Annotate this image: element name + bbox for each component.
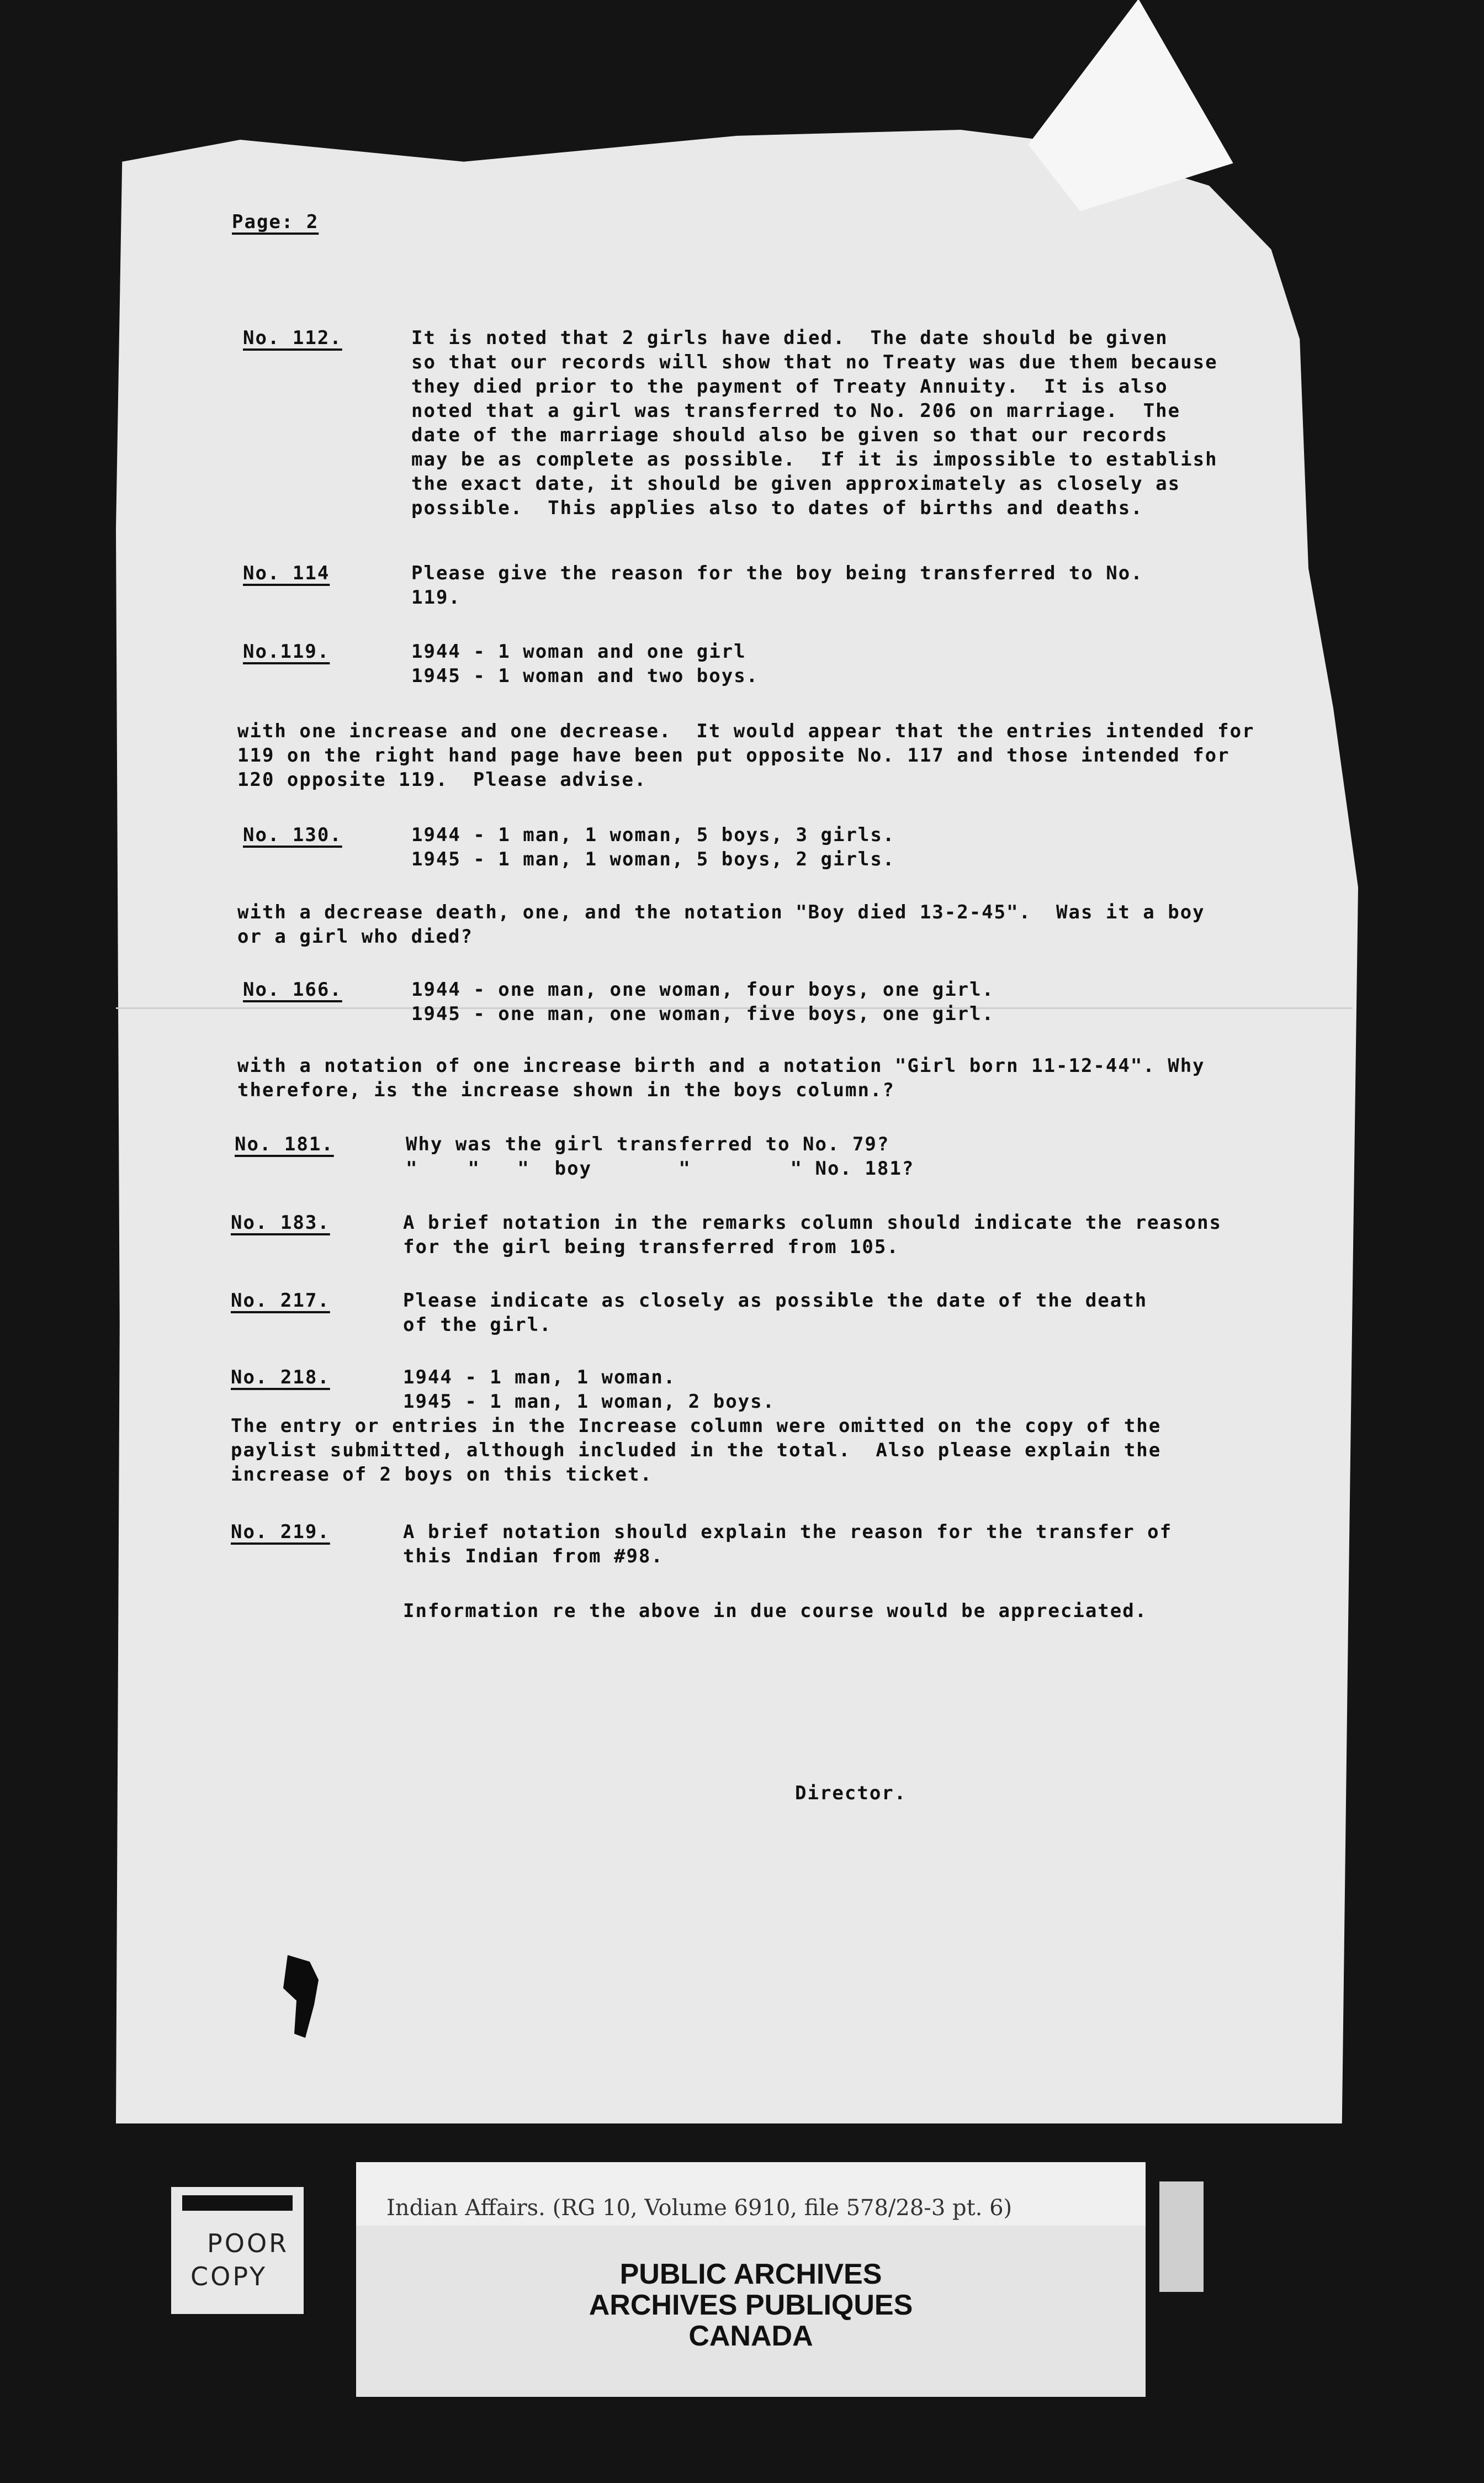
entry-note <box>231 1414 1161 1487</box>
note-line: 119 on the right hand page have been put opposite No. 117 and those intended for <box>237 744 1230 767</box>
redaction-bar <box>182 2195 293 2211</box>
page-number: Page: 2 <box>232 211 319 233</box>
archive-stamp <box>356 2259 1146 2352</box>
entry-body <box>403 1520 1172 1568</box>
entry-line: It is noted that 2 girls have died. The date should be given <box>411 327 1168 349</box>
entry-body <box>403 1365 775 1414</box>
entry-line: A brief notation in the remarks column should indicate the reasons <box>403 1212 1222 1234</box>
entry-body <box>411 823 895 871</box>
note-line: paylist submitted, although included in the total. Also please explain the <box>231 1439 1162 1461</box>
entry-line: 1944 - 1 woman and one girl <box>411 641 746 663</box>
entry-body <box>403 1288 1147 1337</box>
entry-body <box>411 640 759 688</box>
entry-number: No. 217. <box>231 1290 330 1312</box>
entry-line: may be as complete as possible. If it is impossible to establish <box>411 448 1218 471</box>
entry-line: Why was the girl transferred to No. 79? <box>406 1133 890 1155</box>
signature: Director. <box>795 1782 907 1804</box>
entry-number: No.119. <box>243 641 330 663</box>
entry-line: 1945 - 1 woman and two boys. <box>411 665 759 687</box>
note-line: 120 opposite 119. Please advise. <box>237 769 647 791</box>
note-line: with a notation of one increase birth and a notation "Girl born 11-12-44". Why <box>237 1055 1205 1077</box>
entry-note <box>237 719 1255 792</box>
entry-note <box>237 1054 1205 1102</box>
entry-number: No. 166. <box>243 979 342 1001</box>
entry-line: 1944 - one man, one woman, four boys, one girl. <box>411 979 995 1001</box>
entry-line: noted that a girl was transferred to No. 206 on marriage. The <box>411 400 1181 422</box>
archive-line-1: PUBLIC ARCHIVES <box>619 2258 882 2290</box>
entry-number: No. 130. <box>243 824 342 846</box>
entry-line: the exact date, it should be given approximately as closely as <box>411 473 1181 495</box>
note-line: with one increase and one decrease. It would appear that the entries intended for <box>237 720 1255 742</box>
entry-body <box>403 1211 1222 1259</box>
closing-line: Information re the above in due course would be appreciated. <box>403 1600 1148 1622</box>
entry-line: Please indicate as closely as possible the date of the death <box>403 1290 1148 1312</box>
entry-line: for the girl being transferred from 105. <box>403 1236 899 1258</box>
entry-line: 1945 - 1 man, 1 woman, 5 boys, 2 girls. <box>411 848 895 870</box>
note-line: increase of 2 boys on this ticket. <box>231 1464 653 1486</box>
entry-number: No. 112. <box>243 327 342 349</box>
note-line: therefore, is the increase shown in the boys column.? <box>237 1079 895 1101</box>
entry-number: No. 181. <box>235 1133 334 1155</box>
entry-note <box>237 900 1205 949</box>
entry-line: of the girl. <box>403 1314 552 1336</box>
entry-number: No. 114 <box>243 562 330 584</box>
entry-body <box>411 326 1218 520</box>
entry-line: " " " boy " " No. 181? <box>406 1158 915 1180</box>
entry-line: A brief notation should explain the reason for the transfer of <box>403 1521 1173 1543</box>
entry-body <box>411 978 994 1026</box>
label-edge <box>1159 2181 1204 2292</box>
entry-line: 1945 - one man, one woman, five boys, one girl. <box>411 1003 995 1025</box>
note-line: or a girl who died? <box>237 926 473 948</box>
entry-line: so that our records will show that no Treaty was due them because <box>411 351 1218 373</box>
entry-line: possible. This applies also to dates of births and deaths. <box>411 497 1143 519</box>
entry-body <box>406 1132 914 1181</box>
entry-number: No. 218. <box>231 1366 330 1388</box>
entry-line: 119. <box>411 587 461 609</box>
entry-line: date of the marriage should also be given so that our records <box>411 424 1168 446</box>
archive-line-3: CANADA <box>688 2320 813 2352</box>
handwritten-poor: POOR <box>207 2228 289 2258</box>
entry-line: 1945 - 1 man, 1 woman, 2 boys. <box>403 1391 776 1413</box>
entry-line: 1944 - 1 man, 1 woman. <box>403 1366 676 1388</box>
entry-number: No. 183. <box>231 1212 330 1234</box>
note-line: The entry or entries in the Increase column were omitted on the copy of the <box>231 1415 1162 1437</box>
handwritten-copy: COPY <box>190 2262 268 2291</box>
entry-line: they died prior to the payment of Treaty Annuity. It is also <box>411 376 1168 398</box>
entry-line: Please give the reason for the boy being transferred to No. <box>411 562 1143 584</box>
entry-line: this Indian from #98. <box>403 1545 664 1567</box>
entry-line: 1944 - 1 man, 1 woman, 5 boys, 3 girls. <box>411 824 895 846</box>
entry-body <box>411 561 1143 610</box>
note-line: with a decrease death, one, and the notation "Boy died 13-2-45". Was it a boy <box>237 901 1205 923</box>
entry-number: No. 219. <box>231 1521 330 1543</box>
archive-reference: Indian Affairs. (RG 10, Volume 6910, file 578/28-3 pt. 6) <box>386 2195 1013 2221</box>
archive-line-2: ARCHIVES PUBLIQUES <box>589 2289 913 2321</box>
